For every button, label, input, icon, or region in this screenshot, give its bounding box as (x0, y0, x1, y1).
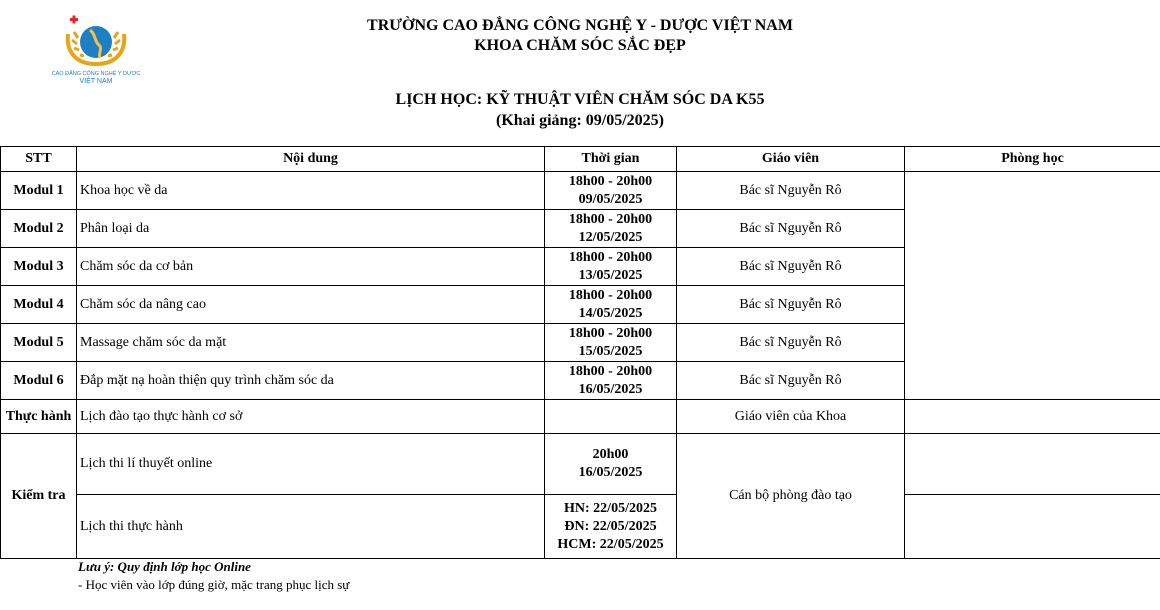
practice-room (905, 400, 1160, 434)
time-hours: 18h00 - 20h00 (568, 287, 653, 303)
row-teacher: Bác sĩ Nguyễn Rô (677, 248, 905, 286)
logo-text-top: CAO ĐẲNG CÔNG NGHỆ Y DƯỢC (51, 71, 141, 77)
row-time (545, 248, 677, 286)
practice-stt: Thực hành (1, 400, 77, 434)
time-hours: 18h00 - 20h00 (568, 211, 653, 227)
exam-online-time (545, 434, 677, 495)
time-hours: 18h00 - 20h00 (568, 325, 653, 341)
header-time: Thời gian (545, 147, 677, 172)
row-stt: Modul 5 (1, 324, 77, 362)
header-content: Nội dung (77, 147, 545, 172)
time-dn: ĐN: 22/05/2025 (564, 518, 657, 534)
exam-online-row (1, 434, 1160, 495)
practice-time (545, 400, 677, 434)
table-row (1, 172, 1160, 210)
header-stt: STT (1, 147, 77, 172)
row-teacher: Bác sĩ Nguyễn Rô (677, 172, 905, 210)
row-content: Khoa học về da (77, 172, 545, 210)
time-hours: 18h00 - 20h00 (568, 249, 653, 265)
time-hours: 20h00 (592, 447, 629, 462)
header-room: Phòng học (905, 147, 1160, 172)
row-time (545, 172, 677, 210)
exam-online-content: Lịch thi lí thuyết online (77, 434, 545, 495)
exam-practical-time (545, 495, 677, 559)
row-teacher: Bác sĩ Nguyễn Rô (677, 210, 905, 248)
time-hn: HN: 22/05/2025 (564, 500, 657, 516)
logo-text-bottom: VIỆT NAM (79, 78, 113, 85)
school-name: TRƯỜNG CAO ĐẲNG CÔNG NGHỆ Y - DƯỢC VIỆT NAM (367, 17, 793, 34)
time-date: 16/05/2025 (578, 465, 643, 480)
time-hours: 18h00 - 20h00 (568, 173, 653, 189)
time-hcm: HCM: 22/05/2025 (557, 536, 664, 552)
schedule-table (0, 146, 1160, 559)
exam-practical-content: Lịch thi thực hành (77, 495, 545, 559)
note-line: - Học viên vào lớp đúng giờ, mặc trang phục lịch sự (78, 577, 350, 592)
row-time (545, 362, 677, 400)
exam-online-room (905, 434, 1160, 495)
time-date: 09/05/2025 (578, 191, 643, 207)
row-teacher: Bác sĩ Nguyễn Rô (677, 362, 905, 400)
row-teacher: Bác sĩ Nguyễn Rô (677, 324, 905, 362)
row-time (545, 210, 677, 248)
practice-content: Lịch đào tạo thực hành cơ sở (77, 400, 545, 434)
time-hours: 18h00 - 20h00 (568, 363, 653, 379)
row-content: Đắp mặt nạ hoàn thiện quy trình chăm sóc da (77, 362, 545, 400)
practice-teacher: Giáo viên của Khoa (677, 400, 905, 434)
time-date: 12/05/2025 (578, 229, 643, 245)
row-time (545, 324, 677, 362)
note-title: Lưu ý: Quy định lớp học Online (78, 559, 251, 574)
time-date: 14/05/2025 (578, 305, 643, 321)
row-content: Massage chăm sóc da mặt (77, 324, 545, 362)
row-stt: Modul 3 (1, 248, 77, 286)
row-time (545, 286, 677, 324)
row-stt: Modul 2 (1, 210, 77, 248)
room-cell (905, 172, 1160, 400)
row-content: Chăm sóc da cơ bản (77, 248, 545, 286)
row-content: Phân loại da (77, 210, 545, 248)
note-section (78, 558, 349, 594)
exam-practical-room (905, 495, 1160, 559)
exam-teacher: Cán bộ phòng đào tạo (677, 434, 905, 559)
row-content: Chăm sóc da nâng cao (77, 286, 545, 324)
time-date: 15/05/2025 (578, 343, 643, 359)
row-teacher: Bác sĩ Nguyễn Rô (677, 286, 905, 324)
header-teacher: Giáo viên (677, 147, 905, 172)
exam-stt: Kiểm tra (1, 434, 77, 559)
schedule-title: LỊCH HỌC: KỸ THUẬT VIÊN CHĂM SÓC DA K55 (395, 91, 765, 108)
row-stt: Modul 6 (1, 362, 77, 400)
exam-practical-row (1, 495, 1160, 559)
time-date: 13/05/2025 (578, 267, 643, 283)
time-date: 16/05/2025 (578, 381, 643, 397)
practice-row (1, 400, 1160, 434)
row-stt: Modul 4 (1, 286, 77, 324)
table-header-row (1, 147, 1160, 172)
opening-date: (Khai giảng: 09/05/2025) (495, 112, 664, 129)
faculty-name: KHOA CHĂM SÓC SẮC ĐẸP (474, 37, 686, 54)
row-stt: Modul 1 (1, 172, 77, 210)
